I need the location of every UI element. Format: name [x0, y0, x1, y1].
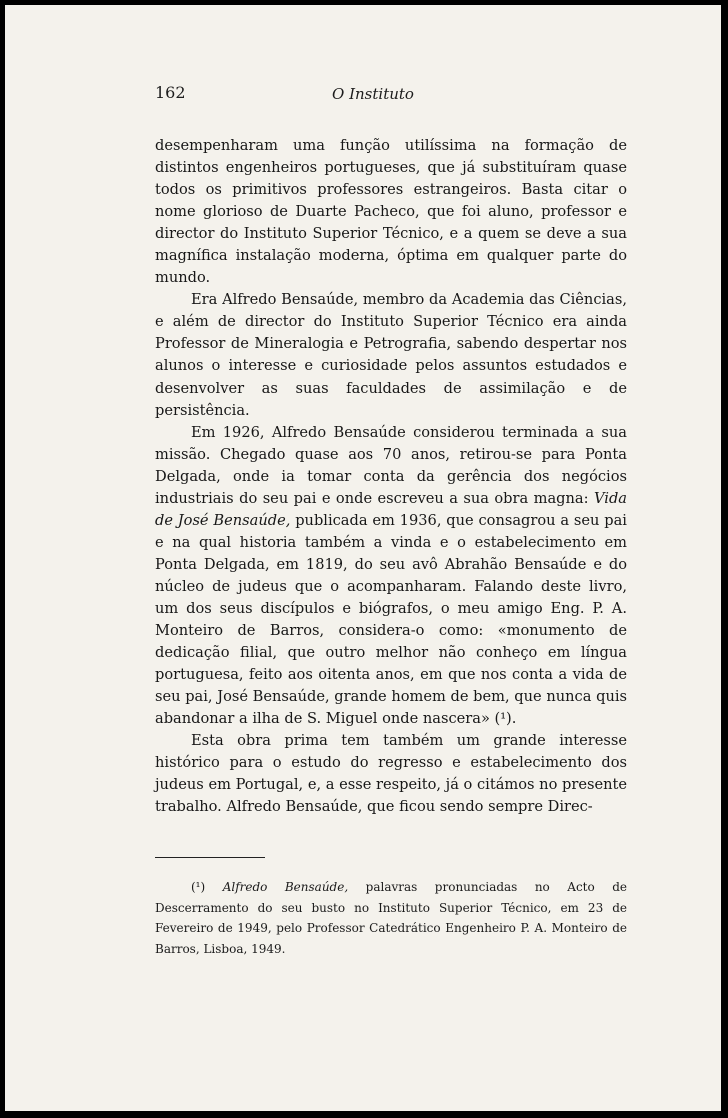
paragraph-3-text-before: Em 1926, Alfredo Bensaúde considerou terminada a sua missão. Chegado quase aos 70 anos, retirou-se para Ponta Delgada, onde ia tomar conta da gerência dos negócios industriais do seu pai e onde escreveu a sua obra magna: — [155, 423, 627, 507]
book-title: Vida de José Bensaúde, — [155, 489, 627, 529]
footnote-marker: (¹) — [191, 880, 206, 894]
footnote-author: Alfredo Bensaúde, — [222, 880, 349, 894]
page-number: 162 — [155, 83, 186, 102]
footnote-rule — [155, 857, 265, 858]
page-header — [5, 83, 721, 107]
body-text — [155, 135, 627, 818]
paragraph-2: Era Alfredo Bensaúde, membro da Academia das Ciências, e além de director do Instituto Superior Técnico era ainda Professor de Mineralogia e Petrografia, sabendo despertar nos alunos o interesse e curiosidade pelos assuntos estudados e desenvolver as suas faculdades de assimilação e de persistência. — [155, 291, 627, 419]
paragraph-3 — [155, 422, 627, 731]
paragraph-1: desempenharam uma função utilíssima na formação de distintos engenheiros portugueses, que já substituíram quase todos os primitivos professores estrangeiros. Basta citar o nome glorioso de Duarte Pacheco, que foi aluno, professor e director do Instituto Superior Técnico, e a quem se deve a sua magnífica instalação moderna, óptima em qualquer parte do mundo. — [155, 137, 627, 287]
paragraph-3-text-after: publicada em 1936, que consagrou a seu pai e na qual historia também a vinda e o estabelecimento em Ponta Delgada, em 1819, do seu avô Abrahão Bensaúde e do núcleo de judeus que o acompanharam. Falando deste livro, um dos seus discípulos e biógrafos, o meu amigo Eng. P. A. Monteiro de Barros, considera-o como: «monumento de dedicação filial, que outro melhor não conheço em língua portuguesa, feito aos oitenta anos, em que nos conta a vida de seu pai, José Bensaúde, grande homem de bem, que nunca quis abandonar a ilha de S. Miguel onde nascera» (¹). — [155, 511, 627, 728]
paragraph-4: Esta obra prima tem também um grande interesse histórico para o estudo do regresso e estabelecimento dos judeus em Portugal, e, a esse respeito, já o citámos no presente trabalho. Alfredo Bensaúde, que ficou sendo sempre Direc- — [155, 732, 627, 816]
footnote — [155, 877, 627, 959]
footnote-text: palavras pronunciadas no Acto de Descerramento do seu busto no Instituto Superior Técnico, em 23 de Fevereiro de 1949, pelo Professor Catedrático Engenheiro P. A. Monteiro de Barros, Lisboa, 1949. — [155, 880, 627, 956]
book-page — [5, 5, 721, 1111]
running-title: O Instituto — [332, 85, 414, 103]
